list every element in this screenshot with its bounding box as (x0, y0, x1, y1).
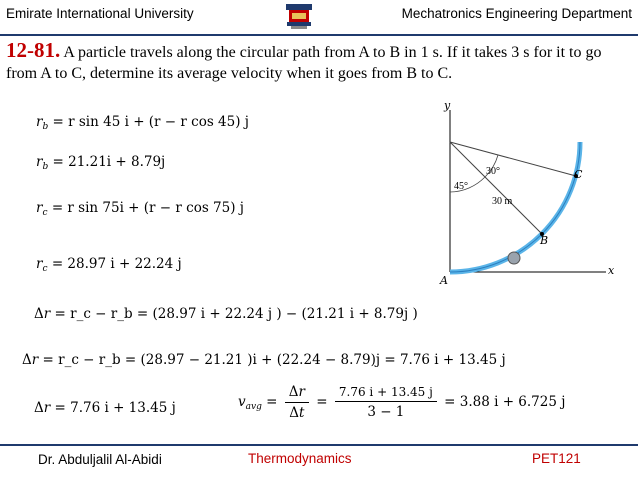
university-logo (283, 2, 315, 32)
point-b-label: B (540, 234, 549, 247)
slide-header (0, 0, 638, 34)
problem-text: A particle travels along the circular path from A to B in 1 s. If it takes 3 s for it to go from A to C, determine its average velocity when it goes from B to C. (6, 44, 602, 82)
velocity-numerator: 7.76 i + 13.45 j (335, 385, 437, 402)
course-code: PET121 (532, 451, 581, 466)
delta-r-expression-1-rhs: = r_c − r_b = (28.97 i + 22.24 j ) − (21.21 i + 8.79j ) (54, 306, 418, 322)
radius-to-c (450, 142, 576, 176)
y-axis-label: y (444, 100, 451, 112)
rc-value-rhs: = 28.97 i + 22.24 j (51, 256, 182, 272)
author-name: Dr. Abduljalil Al-Abidi (38, 452, 162, 467)
footer-rule (0, 444, 638, 446)
rc-value: $r_c = 28.97$ i + 22.24 j (36, 256, 182, 274)
x-axis-label: x (608, 264, 615, 277)
average-velocity-equation: $v_{avg}$ = $\frac{\Delta r}{\Delta t}$ = $\frac{7.76 i + 13.45 j}{3 - 1}$ = 3.88 i + 6.725 j (238, 384, 566, 421)
delta-r-result-rhs: = 7.76 i + 13.45 j (54, 400, 176, 416)
course-name: Thermodynamics (248, 451, 352, 466)
point-c-label: C (574, 168, 583, 181)
radius-label: 30 m (492, 196, 513, 207)
problem-number: 12-81. (6, 38, 61, 62)
rb-value-rhs: = 21.21i + 8.79j (52, 154, 166, 170)
delta-r-expression-2-rhs: = r_c − r_b = (28.97 − 21.21 )i + (22.24 − 8.79)j = 7.76 i + 13.45 j (42, 352, 506, 368)
problem-statement (6, 40, 626, 84)
delta-r-over-delta-t: $\frac{\Delta r}{\Delta t}$ (285, 384, 309, 421)
delta-r-result: Δr = 7.76 i + 13.45 j (34, 400, 176, 416)
rb-definition: $r_b = r$ sin 45 i + (r − r cos 45) j (36, 114, 249, 132)
university-name: Emirate International University (6, 6, 194, 21)
department-name: Mechatronics Engineering Department (401, 6, 632, 21)
velocity-result: = 3.88 i + 6.725 j (444, 394, 566, 410)
rc-definition: $r_c = r$ sin 75i + (r − r cos 75) j (36, 200, 244, 218)
rb-definition-rhs: = r sin 45 i + (r − r cos 45) j (52, 114, 249, 130)
circular-path-figure (430, 100, 620, 290)
velocity-denominator: 3 − 1 (367, 404, 405, 420)
velocity-fraction (335, 385, 437, 420)
delta-r-expression-1: Δr = r_c − r_b = (28.97 i + 22.24 j ) − (21.21 i + 8.79j ) (34, 306, 418, 322)
rc-definition-rhs: = r sin 75i + (r − r cos 75) j (51, 200, 244, 216)
point-a-label: A (440, 274, 448, 287)
angle-45-label: 45° (454, 181, 468, 192)
header-rule (0, 34, 638, 36)
angle-30-label: 30° (486, 166, 500, 177)
delta-r-expression-2: Δr = r_c − r_b = (28.97 − 21.21 )i + (22.24 − 8.79)j = 7.76 i + 13.45 j (22, 352, 506, 368)
particle (508, 252, 520, 264)
rb-value: $r_b = 21.21i + 8.79j$ (36, 154, 166, 172)
